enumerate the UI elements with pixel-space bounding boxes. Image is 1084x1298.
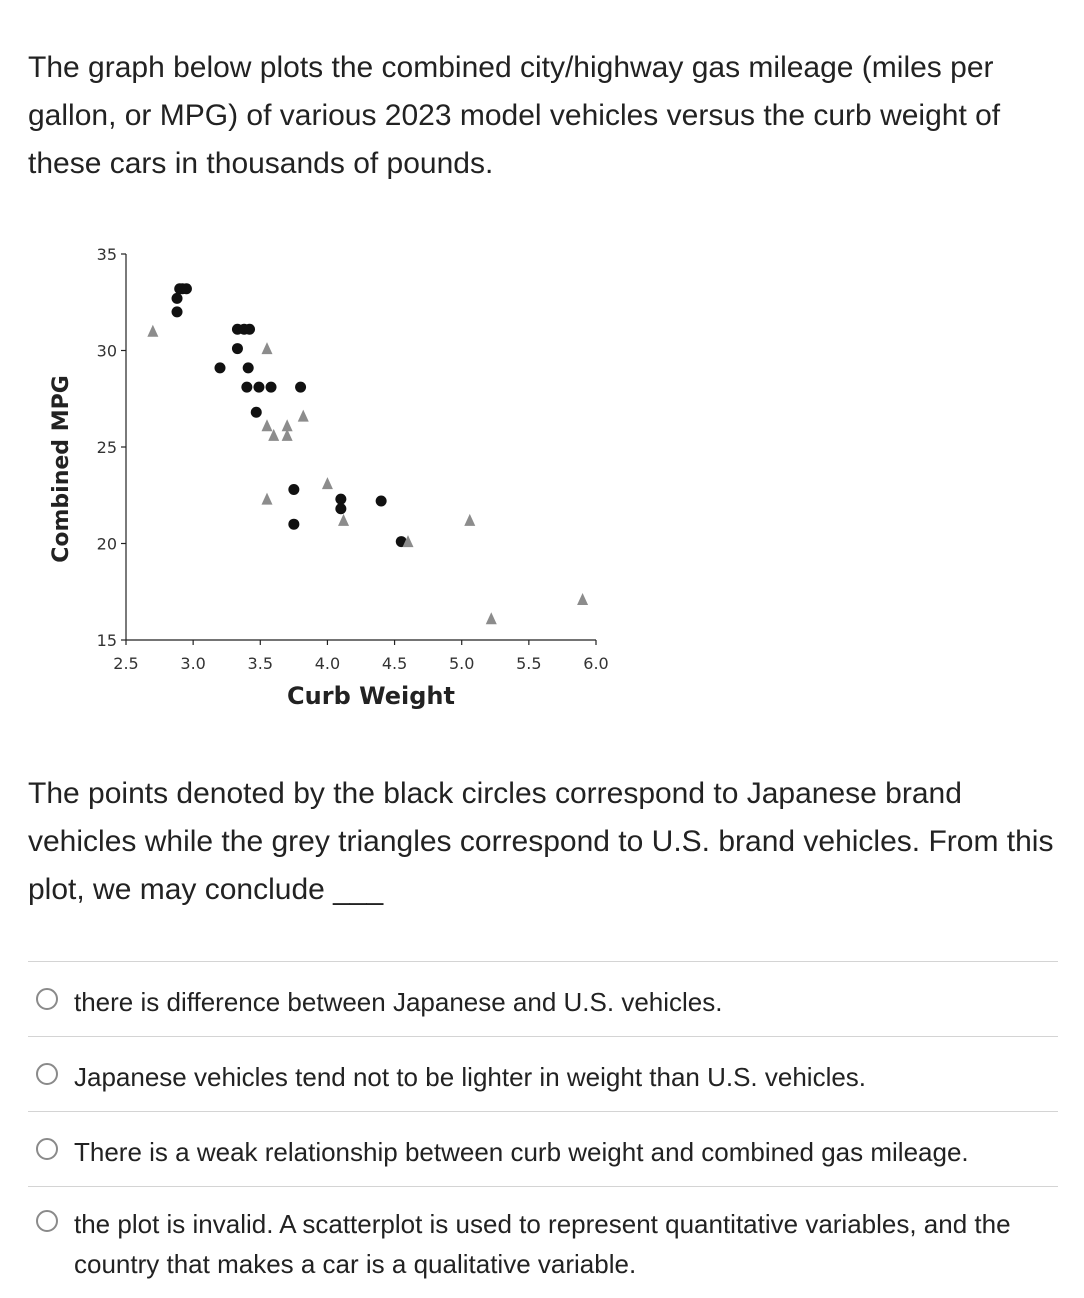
- y-tick-label: 15: [96, 631, 117, 650]
- japanese-point: [172, 306, 183, 317]
- us-point: [282, 419, 293, 431]
- answer-options: [28, 961, 1058, 1296]
- japanese-point: [253, 382, 264, 393]
- japanese-point: [244, 324, 255, 335]
- japanese-point: [232, 343, 243, 354]
- japanese-point: [266, 382, 277, 393]
- x-tick-label: 4.5: [381, 654, 408, 673]
- us-point: [464, 514, 475, 526]
- y-axis-label: Combined MPG: [49, 375, 74, 563]
- us-point: [486, 612, 497, 624]
- japanese-point: [181, 283, 192, 294]
- option-1[interactable]: [28, 961, 1058, 1036]
- us-point: [322, 477, 333, 489]
- x-axis-label: Curb Weight: [287, 682, 455, 710]
- japanese-point: [241, 382, 252, 393]
- radio-button[interactable]: [36, 1210, 58, 1232]
- x-tick-label: 5.5: [516, 654, 542, 673]
- y-tick-label: 30: [96, 341, 117, 361]
- japanese-point: [243, 362, 254, 373]
- y-tick-label: 25: [96, 438, 117, 457]
- option-label: Japanese vehicles tend not to be lighter in weight than U.S. vehicles.: [74, 1062, 867, 1092]
- x-axis-ticks: [113, 640, 608, 673]
- y-tick-label: 20: [96, 534, 117, 554]
- y-axis-ticks: [97, 245, 126, 650]
- radio-button[interactable]: [36, 1063, 58, 1085]
- us-point: [147, 325, 158, 337]
- japanese-point: [172, 293, 183, 304]
- japanese-point: [295, 382, 306, 393]
- us-point: [577, 593, 588, 605]
- option-4[interactable]: [28, 1186, 1058, 1296]
- radio-button[interactable]: [36, 988, 58, 1010]
- chart-points: [147, 283, 588, 624]
- intro-text: The graph below plots the combined city/highway gas mileage (miles per gallon, or MPG) of various 2023 model vehicles versus the curb weight of these cars in thousands of pounds.: [28, 51, 1001, 180]
- japanese-point: [288, 519, 299, 530]
- option-label: there is difference between Japanese and U.S. vehicles.: [74, 987, 723, 1017]
- x-tick-label: 4.0: [314, 654, 341, 673]
- option-3[interactable]: [28, 1111, 1058, 1186]
- japanese-point: [288, 484, 299, 495]
- x-tick-label: 2.5: [113, 654, 139, 673]
- y-tick-label: 35: [96, 245, 117, 264]
- x-tick-label: 6.0: [583, 654, 609, 673]
- us-point: [298, 410, 309, 422]
- japanese-point: [335, 503, 346, 514]
- us-point: [262, 419, 273, 431]
- us-point: [262, 342, 273, 354]
- option-label: the plot is invalid. A scatterplot is used to represent quantitative variables, and the country that makes a car is a qualitative variable.: [74, 1209, 1011, 1279]
- chart-svg: [40, 230, 660, 730]
- x-tick-label: 3.5: [247, 654, 274, 673]
- radio-button[interactable]: [36, 1138, 58, 1160]
- option-2[interactable]: [28, 1036, 1058, 1111]
- scatter-chart: [40, 230, 660, 735]
- option-label: There is a weak relationship between curb weight and combined gas mileage.: [74, 1137, 969, 1167]
- x-tick-label: 3.0: [180, 654, 206, 673]
- japanese-point: [215, 362, 226, 373]
- japanese-point: [251, 407, 262, 418]
- us-point: [338, 514, 349, 526]
- question-text: The points denoted by the black circles correspond to Japanese brand vehicles while the grey triangles correspond to U.S. brand vehicles. From this plot, we may conclude ___: [28, 777, 1054, 906]
- us-point: [262, 493, 273, 505]
- japanese-point: [335, 494, 346, 505]
- japanese-point: [376, 496, 387, 507]
- x-tick-label: 5.0: [448, 654, 475, 673]
